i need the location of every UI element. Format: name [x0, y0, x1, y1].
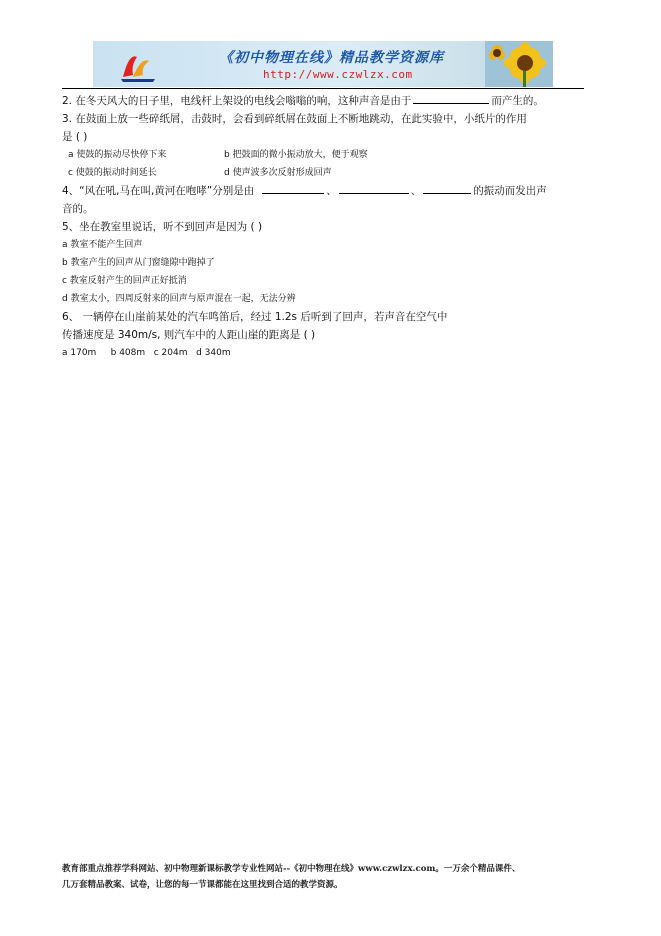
question-3-continued: 是 ( ): [62, 131, 88, 143]
question-3-options-cd: [62, 164, 590, 182]
answer-blank[interactable]: [413, 92, 489, 104]
question-2: 2. 在冬天风大的日子里，电线杆上架设的电线会嗡嗡的响，这种声音是由于 而产生的。: [62, 92, 590, 110]
question-4: 4、“风在吼,马在叫,黄河在咆哮”分别是由 、 、 的振动而发出声: [62, 182, 590, 200]
sunflower-image-icon: [485, 41, 553, 87]
footer-line-2: 几万套精品教案、试卷，让您的每一节课都能在这里找到合适的教学资源。: [62, 880, 343, 890]
banner-title: 《初中物理在线》精品教学资源库: [219, 50, 444, 66]
header-rule: [62, 88, 584, 89]
option-b[interactable]: b 教室产生的回声从门窗缝隙中跑掉了: [62, 258, 215, 268]
option-a[interactable]: a 使鼓的振动尽快停下来: [68, 150, 167, 160]
option-b[interactable]: b 把鼓面的微小振动放大，便于观察: [224, 150, 368, 160]
page-footer: [62, 861, 592, 893]
header-banner: [93, 41, 553, 87]
question-3-options-ab: [62, 146, 590, 164]
question-6: 6、 一辆停在山崖前某处的汽车鸣笛后，经过 1.2s 后听到了回声，若声音在空气中: [62, 311, 448, 323]
banner-url: http://www.czwlzx.com: [263, 68, 413, 81]
question-6-options[interactable]: a 170m b 408m c 204m d 340m: [62, 348, 231, 358]
option-c[interactable]: c 教室反射产生的回声正好抵消: [62, 276, 187, 286]
site-logo-icon: [119, 47, 159, 83]
option-c[interactable]: c 使鼓的振动时间延长: [68, 168, 157, 178]
option-a[interactable]: a 教室不能产生回声: [62, 240, 143, 250]
answer-blank[interactable]: [423, 182, 471, 194]
answer-blank[interactable]: [262, 182, 324, 194]
footer-line-1: 教育部重点推荐学科网站、初中物理新课标教学专业性网站--《初中物理在线》www.czwlzx.com。一万余个精品课件、: [62, 864, 521, 874]
question-4-continued: 音的。: [62, 203, 94, 215]
question-3: 3. 在鼓面上放一些碎纸屑，击鼓时，会看到碎纸屑在鼓面上不断地跳动，在此实验中，小纸片的作用: [62, 113, 527, 125]
question-content: [62, 92, 590, 362]
option-d[interactable]: d 使声波多次反射形成回声: [224, 168, 332, 178]
answer-blank[interactable]: [339, 182, 409, 194]
option-d[interactable]: d 教室太小，四周反射来的回声与原声混在一起，无法分辨: [62, 294, 296, 304]
question-5: 5、坐在教室里说话，听不到回声是因为 ( ): [62, 221, 263, 233]
question-6-continued: 传播速度是 340m/s, 则汽车中的人距山崖的距离是 ( ): [62, 329, 316, 341]
